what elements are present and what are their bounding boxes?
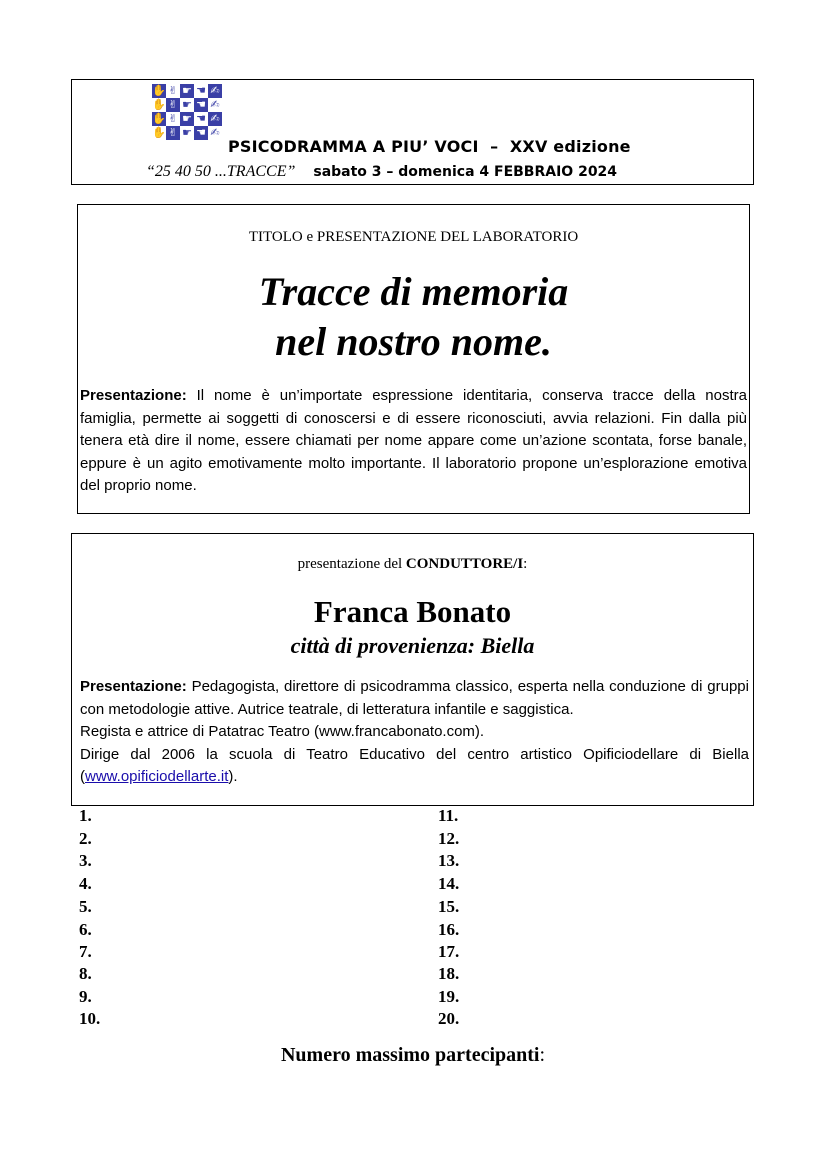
hand-icon: ✍ <box>208 112 222 126</box>
hand-icon: ☚ <box>194 84 208 98</box>
participant-slot: 16. <box>438 920 460 939</box>
conductor-heading-prefix: presentazione del <box>297 556 406 572</box>
participant-slot: 3. <box>79 851 92 870</box>
conductor-presentation-label: Presentazione: <box>80 678 187 695</box>
participant-slot: 17. <box>438 942 460 961</box>
hands-grid-logo-icon <box>152 84 222 140</box>
workshop-title <box>78 267 749 367</box>
participant-slot: 13. <box>438 851 460 870</box>
event-dates: sabato 3 – domenica 4 FEBBRAIO 2024 <box>313 164 618 180</box>
participant-slot: 11. <box>438 806 459 825</box>
participant-slot: 18. <box>438 964 460 983</box>
conductor-presentation-line2: Regista e attrice di Patatrac Teatro (www.francabonato.com). <box>80 723 485 740</box>
hand-icon: ✋ <box>152 84 166 97</box>
hand-icon: ✌ <box>166 84 180 98</box>
conductor-presentation-block3 <box>80 744 749 789</box>
workshop-presentation-label: Presentazione: <box>80 387 187 404</box>
hand-icon: ☛ <box>180 84 194 98</box>
participant-slot: 12. <box>438 829 460 848</box>
hand-icon: ☚ <box>194 112 208 126</box>
max-participants-label <box>0 1044 826 1067</box>
event-header <box>71 79 754 185</box>
conductor-presentation-line1: Pedagogista, direttore di psicodramma classico, esperta nella conduzione di gruppi con metodologie attive. Autrice teatrale, di letteratura infantile e saggistica. <box>80 678 749 718</box>
workshop-section <box>77 204 750 514</box>
participant-slot: 9. <box>79 987 92 1006</box>
workshop-presentation <box>80 385 747 498</box>
workshop-title-line2: nel nostro nome. <box>275 319 552 364</box>
conductor-presentation-block1 <box>80 676 749 721</box>
participant-slot: 6. <box>79 920 92 939</box>
conductor-presentation <box>80 676 749 789</box>
hand-icon: ☛ <box>180 98 194 112</box>
conductor-heading <box>72 556 753 573</box>
workshop-heading: TITOLO e PRESENTAZIONE DEL LABORATORIO <box>248 229 579 245</box>
hand-icon: ✌ <box>166 112 180 126</box>
participant-slot: 1. <box>79 806 92 825</box>
participant-slot: 8. <box>79 964 92 983</box>
participant-slot: 15. <box>438 897 460 916</box>
hand-icon: ☚ <box>194 126 208 140</box>
participant-slot: 2. <box>79 829 92 848</box>
opificio-website-link[interactable]: www.opificiodellarte.it <box>85 768 229 785</box>
participant-slot: 4. <box>79 874 92 893</box>
hand-icon: ✍ <box>208 126 222 140</box>
max-participants-text: Numero massimo partecipanti <box>280 1044 540 1066</box>
event-motto: “25 40 50 ...TRACCE” <box>146 163 296 180</box>
participant-slot: 20. <box>438 1009 460 1028</box>
hand-icon: ✌ <box>166 98 180 112</box>
conductor-name: Franca Bonato <box>313 594 512 629</box>
participant-slot: 7. <box>79 942 92 961</box>
conductor-heading-suffix: : <box>523 556 528 572</box>
hand-icon: ✋ <box>152 126 166 139</box>
workshop-presentation-text: Il nome è un’importate espressione identitaria, conserva tracce della nostra famiglia, permette ai soggetti di conoscersi e di essere riconosciuti, avvia relazioni. Fin dalla più tenera età dire il nome, essere chiamati per nome appare come un’azione scontata, forse banale, eppure è un agito emotivamente molto importante. Il laboratorio propone un’esplorazione emotiva del proprio nome. <box>80 387 747 494</box>
participant-slot: 19. <box>438 987 460 1006</box>
participant-slot: 10. <box>79 1009 101 1028</box>
participant-slot: 5. <box>79 897 92 916</box>
hand-icon: ✋ <box>152 112 166 125</box>
conductor-section <box>71 533 754 806</box>
hand-icon: ✌ <box>166 126 180 140</box>
conductor-presentation-line3-end: ). <box>228 768 238 785</box>
event-subtitle <box>146 163 617 181</box>
event-title: PSICODRAMMA A PIU’ VOCI – XXV edizione <box>228 137 631 156</box>
workshop-title-line1: Tracce di memoria <box>258 269 569 314</box>
conductor-presentation-line3: Dirige dal 2006 la scuola di Teatro Educativo del centro artistico Opificiodellare di Biella ( <box>80 745 749 785</box>
max-participants-colon: : <box>539 1044 546 1066</box>
hand-icon: ✍ <box>208 84 222 98</box>
conductor-city: città di provenienza: Biella <box>290 633 535 658</box>
hand-icon: ✋ <box>152 98 166 111</box>
hand-icon: ☚ <box>194 98 208 112</box>
participant-slot: 14. <box>438 874 460 893</box>
hand-icon: ☛ <box>180 112 194 126</box>
hand-icon: ✍ <box>208 98 222 112</box>
hand-icon: ☛ <box>180 126 194 140</box>
conductor-heading-bold: CONDUTTORE/I <box>405 556 524 572</box>
